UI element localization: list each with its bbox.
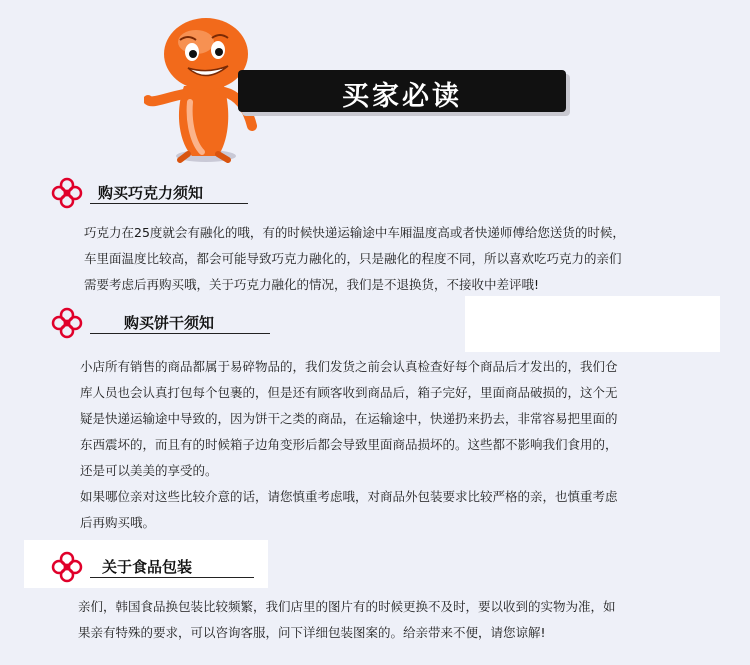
flower-icon: [50, 306, 84, 340]
section-chocolate-heading: [50, 176, 250, 212]
heading-underline: [90, 203, 248, 204]
page-banner: [238, 70, 566, 112]
white-patch: [465, 296, 720, 352]
paragraph-line: 亲们，韩国食品换包装比较频繁，我们店里的图片有的时候更换不及时，要以收到的实物为准，如: [78, 599, 616, 614]
section-heading-text: 关于食品包装: [102, 558, 193, 576]
paragraph-line: 巧克力在25度就会有融化的哦，有的时候快递运输途中车厢温度高或者快递师傅给您送货的时候，: [84, 225, 625, 240]
paragraph-line: 车里面温度比较高，都会可能导致巧克力融化的，只是融化的程度不同，所以喜欢吃巧克力的亲们: [84, 251, 622, 266]
section-heading-text: 购买饼干须知: [124, 314, 215, 332]
paragraph-line: 还是可以美美的享受的。: [80, 463, 218, 478]
heading-underline: [90, 577, 254, 578]
section-heading-text: 购买巧克力须知: [98, 184, 204, 202]
paragraph-line: 需要考虑后再购买哦，关于巧克力融化的情况，我们是不退换货，不接收中差评哦!: [84, 277, 540, 292]
section-biscuit-heading: [50, 306, 280, 342]
paragraph-line: 后再购买哦。: [80, 515, 156, 530]
flower-icon: [50, 176, 84, 210]
paragraph-line: 如果哪位亲对这些比较介意的话，请您慎重考虑哦，对商品外包装要求比较严格的亲，也慎重考虑: [80, 489, 618, 504]
paragraph-line: 果亲有特殊的要求，可以咨询客服，问下详细包装图案的。给亲带来不便，请您谅解!: [78, 625, 546, 640]
heading-underline: [90, 333, 270, 334]
section-biscuit-body: [80, 354, 730, 536]
section-packaging-heading: [50, 550, 270, 586]
paragraph-line: 疑是快递运输途中导致的，因为饼干之类的商品，在运输途中，快递扔来扔去，非常容易把里面的: [80, 411, 618, 426]
paragraph-line: 库人员也会认真打包每个包裹的，但是还有顾客收到商品后，箱子完好，里面商品破损的，这个无: [80, 385, 618, 400]
flower-icon: [50, 550, 84, 584]
paragraph-line: 东西震坏的，而且有的时候箱子边角变形后都会导致里面商品损坏的。这些都不影响我们食用的，: [80, 437, 618, 452]
section-packaging-body: [78, 594, 728, 646]
section-chocolate-body: [84, 220, 734, 298]
page-title: 买家必读: [342, 81, 462, 112]
paragraph-line: 小店所有销售的商品都属于易碎物品的，我们发货之前会认真检查好每个商品后才发出的，我们仓: [80, 359, 618, 374]
